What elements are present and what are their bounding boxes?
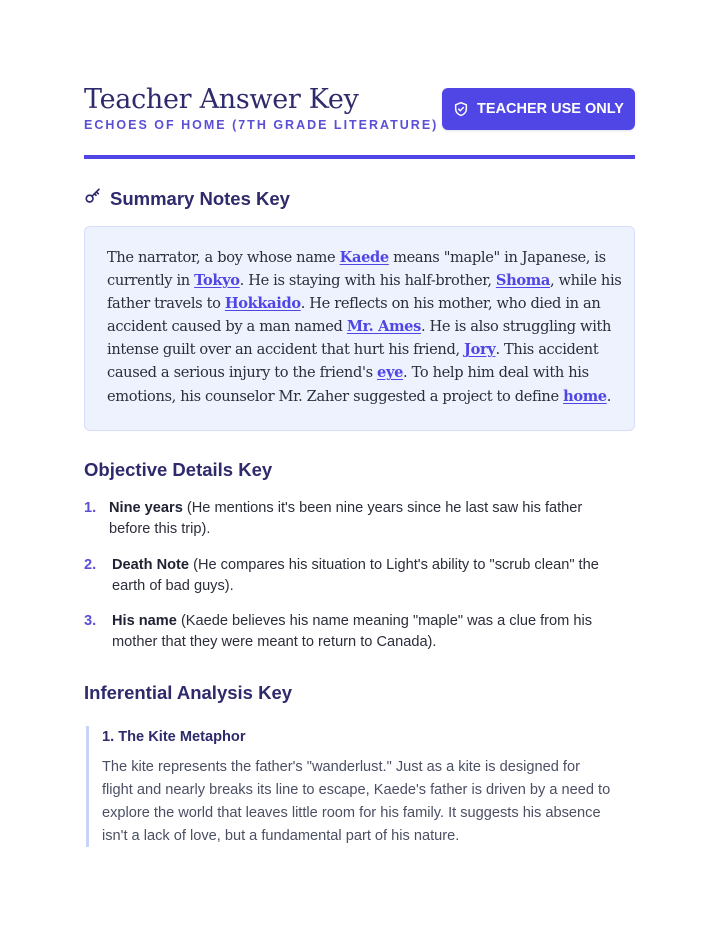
summary-line: emotions, his counselor Mr. Zaher suggested a project to define home. <box>107 387 612 405</box>
summary-notes-box <box>84 226 635 431</box>
summary-line: currently in Tokyo. He is staying with his half-brother, Shoma, while his <box>107 272 622 290</box>
list-number: 2. <box>84 557 97 573</box>
objective-answer: Death Note <box>112 557 190 573</box>
shield-check-icon <box>453 101 469 117</box>
objective-answer-text: Death Note (He compares his situation to Light's ability to "scrub clean" the earth of bad guys). <box>112 557 599 594</box>
teacher-use-only-button[interactable] <box>442 88 635 130</box>
objective-answer: His name <box>112 613 177 629</box>
summary-line: The narrator, a boy whose name Kaede means "maple" in Japanese, is <box>107 249 606 266</box>
answer-kaede: Kaede <box>339 249 389 266</box>
objective-answer-text: His name (Kaede believes his name meaning "maple" was a clue from his mother that they were meant to return to Canada). <box>112 613 593 650</box>
page-header <box>84 84 635 146</box>
answer-jory: Jory <box>464 341 496 359</box>
summary-line: accident caused by a man named Mr. Ames. He is also struggling with <box>107 318 612 336</box>
teacher-use-only-label: TEACHER USE ONLY <box>477 101 624 117</box>
answer-mr-ames: Mr. Ames <box>346 318 421 336</box>
summary-line: father travels to Hokkaido. He reflects on his mother, who died in an <box>107 295 601 313</box>
summary-heading <box>84 187 290 210</box>
page-title: Teacher Answer Key <box>84 84 359 115</box>
list-number: 1. <box>84 500 97 516</box>
page-subtitle: ECHOES OF HOME (7TH GRADE LITERATURE) <box>84 118 439 132</box>
summary-line: intense guilt over an accident that hurt his friend, Jory. This accident <box>107 341 599 359</box>
answer-tokyo: Tokyo <box>194 272 240 290</box>
header-divider <box>84 155 635 159</box>
summary-line: caused a serious injury to the friend's eye. To help him deal with his <box>107 364 589 382</box>
list-number: 3. <box>84 613 97 629</box>
answer-eye: eye <box>377 364 404 382</box>
objective-heading <box>84 459 272 481</box>
answer-hokkaido: Hokkaido <box>224 295 301 313</box>
quote-accent-bar <box>86 726 89 847</box>
kite-metaphor-answer: The kite represents the father's "wanderlust." Just as a kite is designed for flight and nearly breaks its line to escape, Kaede's father is driven by a need to explore the world that leaves little room for his family. It suggests his absence isn't a lack of love, but a fundamental part of his nature. <box>102 759 611 844</box>
objective-answer: Nine years <box>109 500 183 516</box>
summary-heading-text: Summary Notes Key <box>110 187 290 209</box>
kite-metaphor-title: 1. The Kite Metaphor <box>102 729 246 745</box>
inferential-heading <box>84 682 292 704</box>
objective-heading-text: Objective Details Key <box>84 459 273 480</box>
answer-home: home <box>563 387 607 405</box>
key-icon <box>84 187 102 210</box>
inferential-heading-text: Inferential Analysis Key <box>84 682 293 703</box>
objective-answer-text: Nine years (He mentions it's been nine years since he last saw his father before this trip). <box>109 500 583 537</box>
answer-shoma: Shoma <box>495 272 550 290</box>
